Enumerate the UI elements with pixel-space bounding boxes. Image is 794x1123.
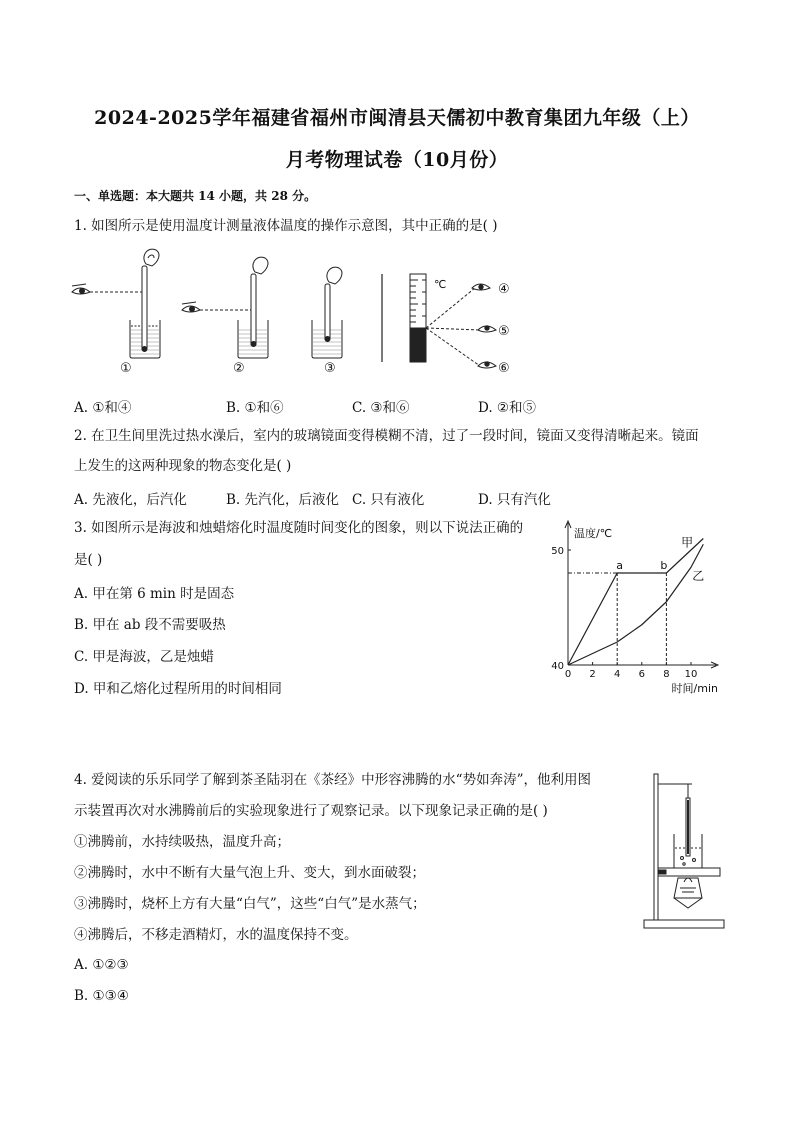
x-tick-label: 4 — [614, 669, 621, 680]
x-tick-label: 8 — [663, 669, 670, 680]
q4-item-1: ①沸腾前，水持续吸热，温度升高； — [74, 834, 290, 850]
eye-6 — [478, 362, 496, 368]
point-label-b: b — [660, 559, 668, 572]
q2-option-d[interactable]: D. 只有汽化 — [478, 492, 551, 508]
q3-option-a[interactable]: A. 甲在第 6 min 时是固态 — [74, 586, 235, 602]
fig-label-2: ② — [233, 361, 245, 376]
page-title-line2: 月考物理试卷（10月份） — [285, 149, 509, 171]
question-3-stem-line2: 是( ) — [74, 552, 103, 568]
q4-option-a[interactable]: A. ①②③ — [74, 957, 129, 973]
series-yi-name: 乙 — [692, 568, 705, 583]
y-tick-label: 40 — [551, 661, 564, 672]
q2-option-b[interactable]: B. 先汽化，后液化 — [226, 492, 340, 508]
series-jia-name: 甲 — [681, 535, 694, 550]
melting-chart — [540, 515, 730, 705]
q4-item-2: ②沸腾时，水中不断有大量气泡上升、变大，到水面破裂； — [74, 865, 425, 881]
thermometer-scale — [382, 274, 426, 362]
q1-option-d[interactable]: D. ②和⑤ — [478, 400, 537, 416]
question-2-stem-line2: 上发生的这两种现象的物态变化是( ) — [74, 458, 292, 474]
fig-label-3: ③ — [324, 361, 336, 376]
x-tick-label: 2 — [589, 669, 596, 680]
q3-option-c[interactable]: C. 甲是海波，乙是烛蜡 — [74, 649, 214, 665]
unit-label: ℃ — [434, 278, 447, 291]
fig-label-6: ⑥ — [498, 361, 510, 376]
question-4-stem-line2: 示装置再次对水沸腾前后的实验现象进行了观察记录。以下现象记录正确的是( ) — [74, 803, 548, 819]
eye-1 — [72, 284, 90, 294]
boiling-apparatus-figure — [640, 770, 730, 932]
q3-option-d[interactable]: D. 甲和乙熔化过程所用的时间相同 — [74, 681, 282, 697]
series-jia-line — [568, 539, 703, 666]
page-title-line1: 2024-2025学年福建省福州市闽清县天儒初中教育集团九年级（上） — [94, 107, 700, 129]
x-tick-label: 10 — [684, 669, 698, 680]
eye-5 — [478, 326, 496, 332]
beaker-2 — [238, 257, 268, 358]
q2-option-c[interactable]: C. 只有液化 — [352, 492, 425, 508]
q2-option-a[interactable]: A. 先液化，后汽化 — [74, 492, 187, 508]
beaker-3 — [312, 267, 342, 358]
q1-option-c[interactable]: C. ③和⑥ — [352, 400, 410, 416]
x-tick-label: 0 — [564, 669, 572, 680]
x-axis-label: 时间/min — [671, 682, 718, 695]
thermometer-figure — [70, 244, 530, 384]
question-4-stem-line1: 4. 爱阅读的乐乐同学了解到茶圣陆羽在《茶经》中形容沸腾的水“势如奔涛”，他利用图 — [74, 772, 591, 788]
eye-2 — [182, 302, 200, 312]
y-tick-label: 50 — [551, 546, 564, 557]
q4-item-3: ③沸腾时，烧杯上方有大量“白气”，这些“白气”是水蒸气； — [74, 896, 426, 912]
q4-item-4: ④沸腾后，不移走酒精灯，水的温度保持不变。 — [74, 927, 358, 943]
question-1-stem: 1. 如图所示是使用温度计测量液体温度的操作示意图，其中正确的是( ) — [74, 218, 498, 234]
section-heading: 一、单选题：本大题共 14 小题，共 28 分。 — [74, 189, 317, 203]
x-tick-label: 6 — [638, 669, 645, 680]
question-3-stem-line1: 3. 如图所示是海波和烛蜡熔化时温度随时间变化的图象，则以下说法正确的 — [74, 520, 524, 536]
fig-label-1: ① — [120, 361, 132, 376]
point-label-a: a — [616, 559, 623, 572]
q1-option-a[interactable]: A. ①和④ — [74, 400, 132, 416]
fig-label-5: ⑤ — [498, 324, 510, 339]
q4-option-b[interactable]: B. ①③④ — [74, 988, 129, 1004]
fig-label-4: ④ — [498, 282, 510, 297]
question-2-stem-line1: 2. 在卫生间里洗过热水澡后，室内的玻璃镜面变得模糊不清，过了一段时间，镜面又变得清晰起来。镜面 — [74, 428, 699, 444]
eye-4 — [472, 284, 490, 290]
y-axis-label: 温度/℃ — [574, 527, 613, 540]
series-yi-line — [568, 544, 703, 665]
beaker-1 — [130, 249, 160, 358]
q3-option-b[interactable]: B. 甲在 ab 段不需要吸热 — [74, 617, 226, 633]
q1-option-b[interactable]: B. ①和⑥ — [226, 400, 284, 416]
